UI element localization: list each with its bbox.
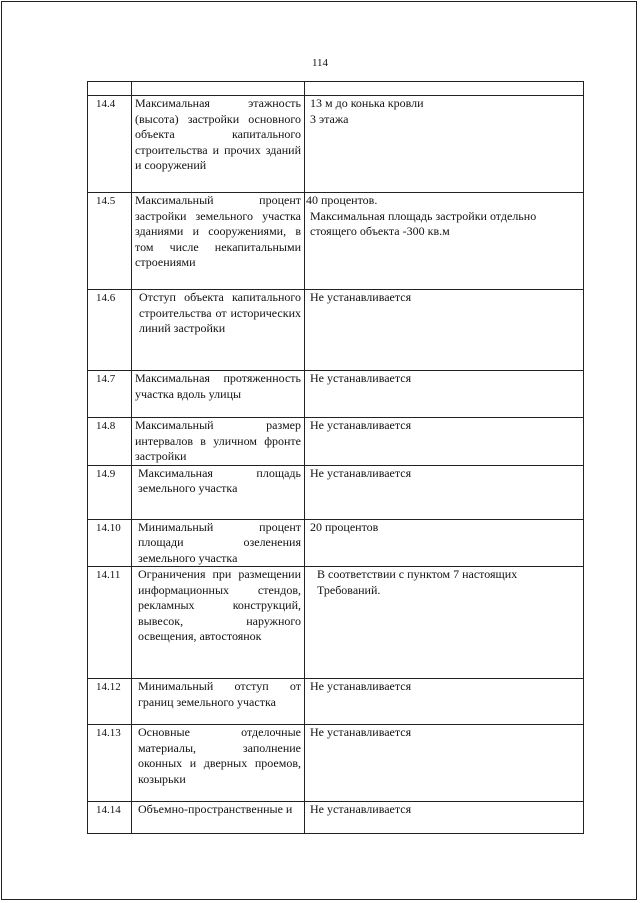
row-number: 14.9 [88,465,132,519]
table-row [88,465,584,519]
table-row [88,567,584,679]
value-line: Не устанавливается [310,679,412,693]
row-value [305,96,584,193]
row-parameter: Максимальный размер интервалов в уличном фронте застройки [132,418,305,466]
value-line: В соответствии с пунктом 7 настоящих Требований. [317,567,518,597]
value-line: 13 м до конька кровли [310,96,424,110]
table-row [88,679,584,725]
value-line: Не устанавливается [310,418,412,432]
value-line: 20 процентов [310,519,379,534]
row-number: 14.12 [88,679,132,725]
row-parameter: Ограничения при размещении информационных стендов, рекламных конструкций, вывесок, наружного освещения, автостоянок [132,567,305,679]
table-row [88,418,584,466]
row-value [305,371,584,418]
row-number: 14.8 [88,418,132,466]
row-value [305,465,584,519]
row-value [305,193,584,290]
value-line: Максимальная площадь застройки отдельно стоящего объекта -300 кв.м [310,208,537,238]
row-value [305,567,584,679]
row-number: 14.4 [88,96,132,193]
row-parameter: Максимальная этажность (высота) застройки основного объекта капитального строительства и прочих зданий и сооружений [132,96,305,193]
row-number: 14.10 [88,519,132,567]
row-value [305,418,584,466]
regulations-table [87,81,584,834]
row-number: 14.14 [88,802,132,834]
header-cell [88,82,132,96]
table-row [88,371,584,418]
row-parameter: Минимальный отступ от границ земельного участка [132,679,305,725]
header-cell [132,82,305,96]
row-number: 14.6 [88,290,132,371]
row-number: 14.13 [88,725,132,802]
table-row [88,193,584,290]
table-row [88,519,584,567]
row-value [305,679,584,725]
row-value [305,725,584,802]
page-number: 114 [311,57,329,69]
value-line: 40 процентов. [306,193,378,207]
value-line: Не устанавливается [310,371,412,385]
value-line: Не устанавливается [310,802,412,816]
row-parameter: Максимальный процент застройки земельного участка зданиями и сооружениями, в том числе некапитальными строениями [132,193,305,290]
row-parameter: Минимальный процент площади озеленения земельного участка [132,519,305,567]
row-parameter: Объемно-пространственные и [132,802,305,834]
value-line: Не устанавливается [310,725,412,739]
row-number: 14.11 [88,567,132,679]
row-parameter: Максимальная площадь земельного участка [132,465,305,519]
table-row [88,290,584,371]
row-number: 14.5 [88,193,132,290]
table-row [88,725,584,802]
row-parameter: Отступ объекта капитального строительства от исторических линий застройки [132,290,305,371]
table-header-row [88,82,584,96]
table-row [88,802,584,834]
value-line: Не устанавливается [310,290,412,304]
row-value [305,802,584,834]
row-value [305,519,584,567]
header-cell [305,82,584,96]
table-row [88,96,584,193]
row-number: 14.7 [88,371,132,418]
value-line: 3 этажа [310,111,349,126]
row-value [305,290,584,371]
value-line: Не устанавливается [310,465,412,480]
row-parameter: Основные отделочные материалы, заполнение оконных и дверных проемов, козырьки [132,725,305,802]
row-parameter: Максимальная протяженность участка вдоль улицы [132,371,305,418]
